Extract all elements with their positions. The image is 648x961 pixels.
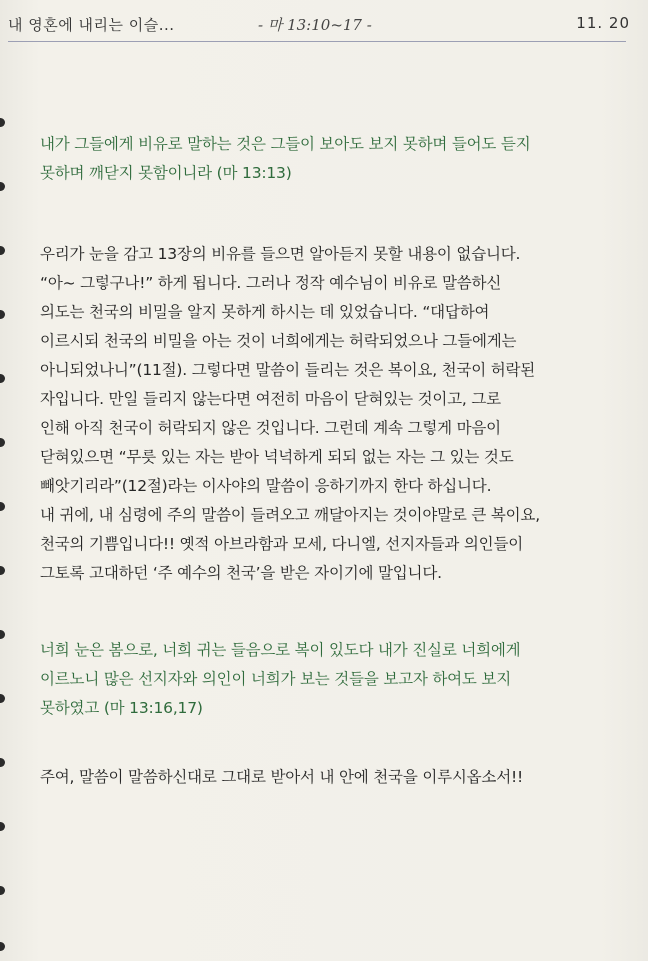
paragraph-line: 의도는 천국의 비밀을 알지 못하게 하시는 데 있었습니다. “대답하여 [40,303,490,321]
paragraph-line: 천국의 기쁨입니다!! 옛적 아브라함과 모세, 다니엘, 선지자들과 의인들이 [40,535,523,553]
binding-ring [0,694,5,703]
binding-ring [0,822,5,831]
paragraph-line: 빼앗기리라”(12절)라는 이사야의 말씀이 응하기까지 한다 하십니다. [40,477,492,495]
binding-ring [0,438,5,447]
binding-ring [0,246,5,255]
binding-ring [0,310,5,319]
verse-line: 못하였고 (마 13:16,17) [40,699,203,717]
paragraph-line: 닫혀있으면 “무릇 있는 자는 받아 넉넉하게 되되 없는 자는 그 있는 것도 [40,448,514,466]
paragraph-line: 그토록 고대하던 ‘주 예수의 천국’을 받은 자이기에 말입니다. [40,564,442,582]
paragraph-line: 인해 아직 천국이 허락되지 않은 것입니다. 그런데 계속 그렇게 마음이 [40,419,501,437]
binding-ring [0,566,5,575]
binding-ring [0,374,5,383]
paragraph-line: 이르시되 천국의 비밀을 아는 것이 너희에게는 허락되었으나 그들에게는 [40,332,517,350]
closing-prayer [40,763,600,792]
paragraph-line: 아니되었나니”(11절). 그렇다면 말씀이 들리는 것은 복이요, 천국이 허락된 [40,361,536,379]
devotional-body [40,130,600,792]
header-divider [8,41,626,42]
paragraph-line: 자입니다. 만일 들리지 않는다면 여전히 마음이 닫혀있는 것이고, 그로 [40,390,501,408]
paragraph-line: 우리가 눈을 감고 13장의 비유를 들으면 알아듣지 못할 내용이 없습니다. [40,245,521,263]
binding-ring [0,630,5,639]
verse-quote-2 [40,636,600,723]
binding-ring [0,942,5,951]
verse-line: 내가 그들에게 비유로 말하는 것은 그들이 보아도 보지 못하며 들어도 듣지 [40,135,531,153]
page-header [8,8,640,46]
binding-ring [0,886,5,895]
devotional-paragraph [40,240,600,588]
binding-ring [0,118,5,127]
prayer-line: 주여, 말씀이 말씀하신대로 그대로 받아서 내 안에 천국을 이루시옵소서!! [40,768,523,786]
verse-quote-1 [40,130,600,188]
verse-line: 못하며 깨닫지 못함이니라 (마 13:13) [40,164,292,182]
book-title: 내 영혼에 내리는 이슬... [8,16,175,34]
scripture-reference: - 마 13:10~17 - [258,16,372,34]
paragraph-line: “아~ 그렇구나!” 하게 됩니다. 그러나 정작 예수님이 비유로 말씀하신 [40,274,502,292]
binding-ring [0,182,5,191]
binding-ring [0,758,5,767]
verse-line: 이르노니 많은 선지자와 의인이 너희가 보는 것들을 보고자 하여도 보지 [40,670,511,688]
verse-line: 너희 눈은 봄으로, 너희 귀는 들음으로 복이 있도다 내가 진실로 너희에게 [40,641,521,659]
binding-ring [0,502,5,511]
paragraph-line: 내 귀에, 내 심령에 주의 말씀이 들려오고 깨달아지는 것이야말로 큰 복이요, [40,506,540,524]
page-date: 11. 20 [576,14,630,32]
